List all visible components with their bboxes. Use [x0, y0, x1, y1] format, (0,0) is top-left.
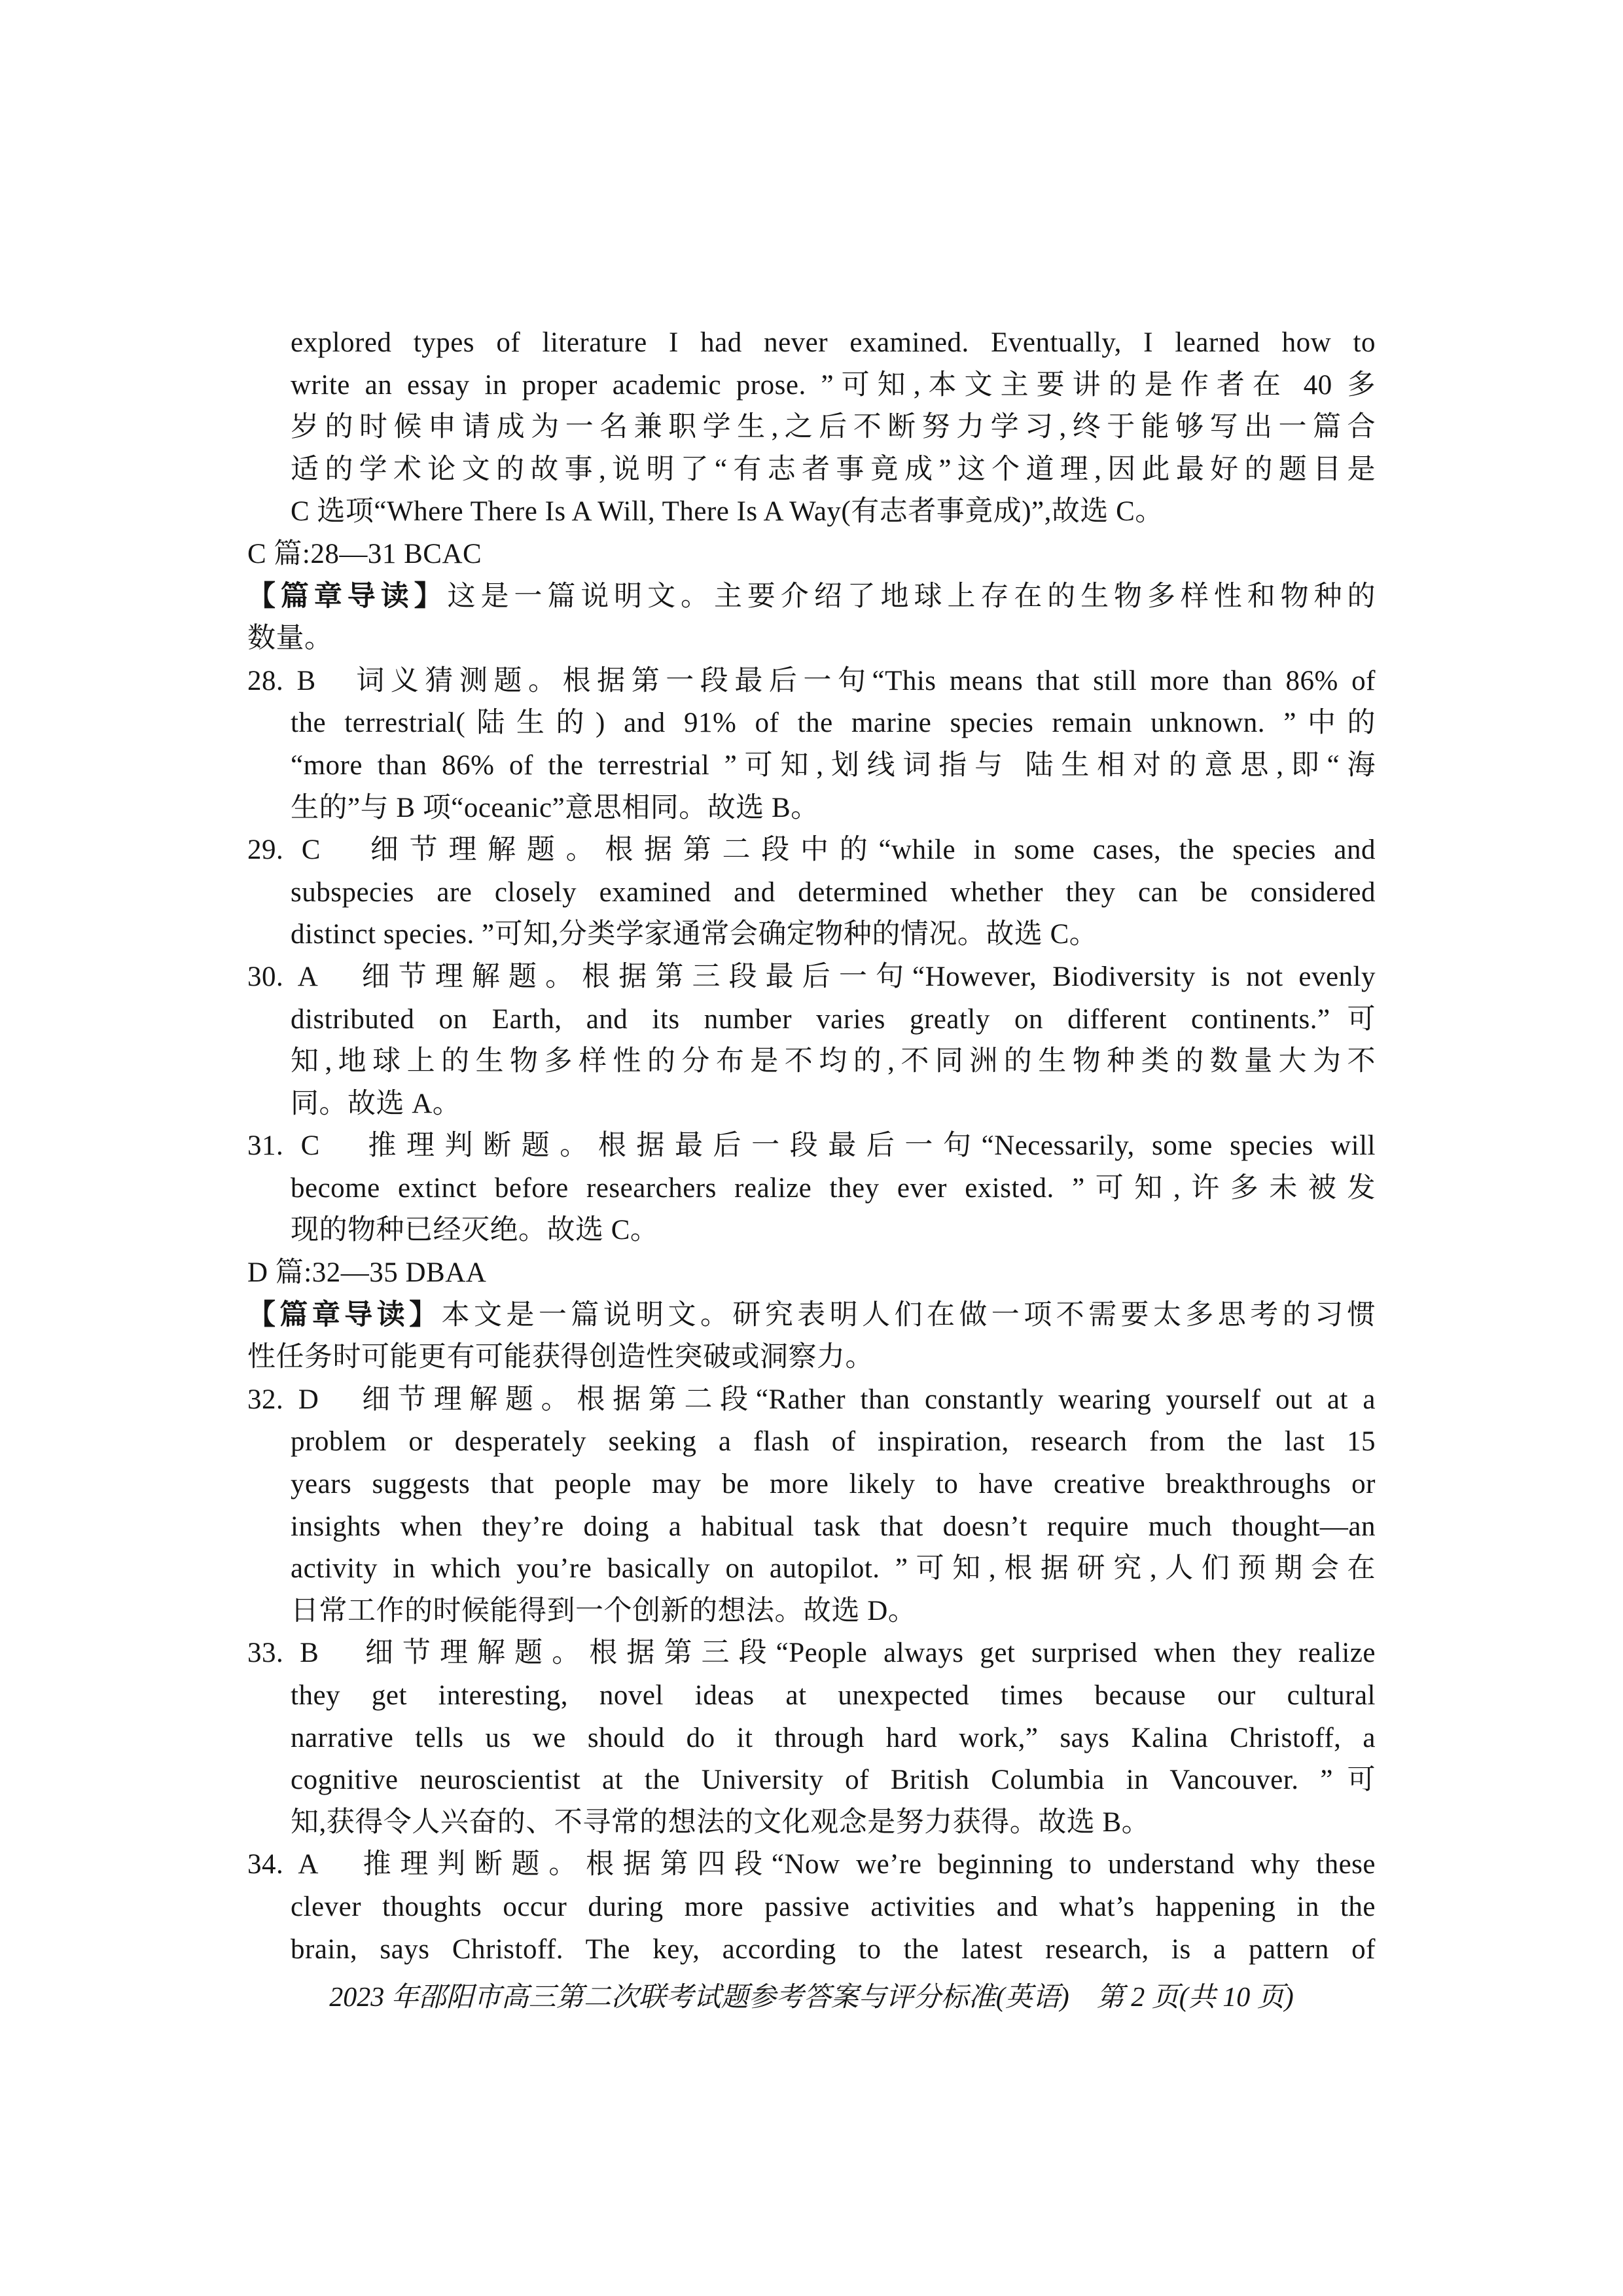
text-line: 同。故选 A。	[291, 1088, 461, 1119]
text-line: 28. B 词义猜测题。根据第一段最后一句“This means that still more than 86% of	[247, 665, 1376, 696]
text-line: cognitive neuroscientist at the University of British Columbia in Vancouver. ”可	[291, 1765, 1376, 1796]
text-line: the terrestrial(陆生的) and 91% of the marine species remain unknown. ”中的	[291, 708, 1376, 739]
text-line: explored types of literature I had never examined. Eventually, I learned how to	[291, 327, 1376, 358]
text-line: 33. B 细节理解题。根据第三段“People always get surprised when they realize	[247, 1638, 1376, 1669]
text-line: 适的学术论文的故事,说明了“有志者事竟成”这个道理,因此最好的题目是	[291, 454, 1376, 485]
text-line: distinct species. ”可知,分类学家通常会确定物种的情况。故选 C。	[291, 919, 1098, 950]
text-line: they get interesting, novel ideas at unexpected times because our cultural	[291, 1680, 1376, 1711]
text-line: 【篇章导读】这是一篇说明文。主要介绍了地球上存在的生物多样性和物种的	[247, 581, 1376, 612]
text-line: 31. C 推理判断题。根据最后一段最后一句“Necessarily, some species will	[247, 1130, 1376, 1162]
text-line: 知,获得令人兴奋的、不寻常的想法的文化观念是努力获得。故选 B。	[291, 1806, 1150, 1838]
text-line: 现的物种已经灭绝。故选 C。	[291, 1215, 659, 1246]
text-line: 数量。	[247, 623, 333, 655]
section-guide-label: 【篇章导读】	[247, 581, 448, 612]
text-line: 30. A 细节理解题。根据第三段最后一句“However, Biodiversity is not evenly	[247, 961, 1376, 992]
text-line: C 篇:28—31 BCAC	[247, 538, 482, 569]
text-line: write an essay in proper academic prose. ”可知,本文主要讲的是作者在 40 多	[291, 369, 1376, 401]
text-line: 岁的时候申请成为一名兼职学生,之后不断努力学习,终于能够写出一篇合	[291, 412, 1376, 443]
text-line: narrative tells us we should do it through hard work,” says Kalina Christoff, a	[291, 1722, 1376, 1753]
text-line: subspecies are closely examined and determined whether they can be considered	[291, 876, 1376, 908]
text-line: 知,地球上的生物多样性的分布是不均的,不同洲的生物种类的数量大为不	[291, 1046, 1376, 1077]
text-line: 【篇章导读】本文是一篇说明文。研究表明人们在做一项不需要太多思考的习惯	[247, 1299, 1376, 1331]
text-line: 29. C 细节理解题。根据第二段中的“while in some cases, the species and	[247, 834, 1376, 866]
text-line: “more than 86% of the terrestrial ”可知,划线词指与 陆生相对的意思,即“海	[291, 749, 1376, 781]
text-line: activity in which you’re basically on autopilot. ”可知,根据研究,人们预期会在	[291, 1553, 1376, 1585]
text-line: years suggests that people may be more likely to have creative breakthroughs or	[291, 1469, 1376, 1500]
text-line: 生的”与 B 项“oceanic”意思相同。故选 B。	[291, 792, 819, 823]
document-body	[247, 322, 1376, 1971]
page-footer: 2023 年邵阳市高三第二次联考试题参考答案与评分标准(英语) 第 2 页(共 10 页)	[329, 1982, 1294, 2013]
text-line: insights when they’re doing a habitual task that doesn’t require much thought—an	[291, 1511, 1376, 1542]
text-line: distributed on Earth, and its number varies greatly on different continents.”可	[291, 1003, 1376, 1035]
text-line: 34. A 推理判断题。根据第四段“Now we’re beginning to understand why these	[247, 1849, 1376, 1880]
text-line: 日常工作的时候能得到一个创新的想法。故选 D。	[291, 1595, 917, 1626]
text-line: 32. D 细节理解题。根据第二段“Rather than constantly wearing yourself out at a	[247, 1384, 1376, 1415]
text-line: brain, says Christoff. The key, according to the latest research, is a pattern of	[291, 1933, 1376, 1965]
text-line: become extinct before researchers realize they ever existed. ”可知,许多未被发	[291, 1172, 1376, 1204]
section-guide-label: 【篇章导读】	[247, 1299, 442, 1331]
text-line: problem or desperately seeking a flash of inspiration, research from the last 15	[291, 1426, 1376, 1458]
text-line: D 篇:32—35 DBAA	[247, 1257, 487, 1289]
text-line: clever thoughts occur during more passive activities and what’s happening in the	[291, 1891, 1376, 1922]
text-line: C 选项“Where There Is A Will, There Is A Way(有志者事竟成)”,故选 C。	[291, 496, 1164, 528]
text-line: 性任务时可能更有可能获得创造性突破或洞察力。	[247, 1342, 874, 1373]
